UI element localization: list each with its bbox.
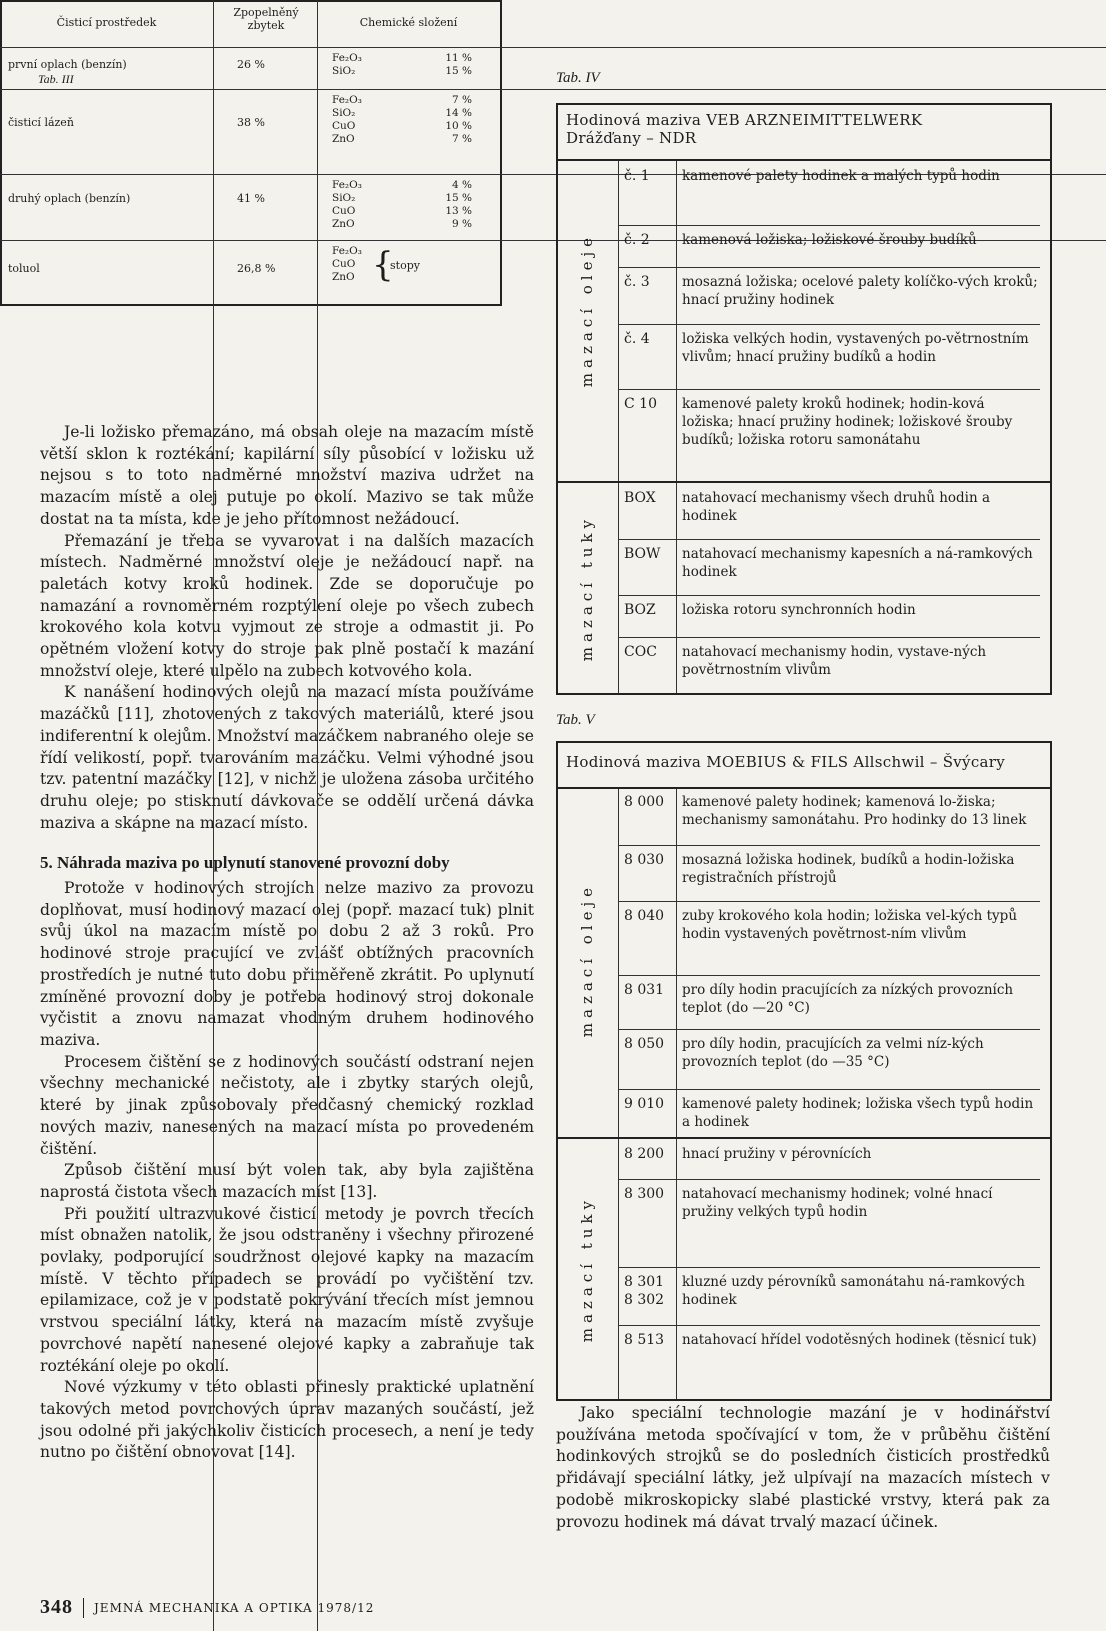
tab3-chem-line bbox=[332, 192, 472, 205]
lubricant-use: hnací pružiny v pérovnících bbox=[682, 1146, 872, 1162]
lubricant-code: COC bbox=[624, 644, 657, 660]
lubricant-code: BOZ bbox=[624, 602, 656, 618]
group-label bbox=[572, 159, 602, 461]
tab3-chem-line bbox=[332, 205, 472, 218]
tab3-chem-line bbox=[332, 179, 472, 192]
lubricant-use: mosazná ložiska hodinek, budíků a hodin-ložiska registračních přístrojů bbox=[682, 852, 1015, 886]
title-divider bbox=[558, 159, 1050, 161]
row-divider bbox=[618, 1029, 1040, 1030]
tab3-formula: Fe₂O₃ bbox=[332, 94, 362, 106]
column-divider bbox=[618, 787, 619, 1399]
paragraph: K nanášení hodinových olejů na mazací místa používáme mazáčků [11], zhotovených z takových materiálů, které jsou indiferentní k olejům. Množství mazáčkem nabraného oleje se řídí velikostí, popř. tvarováním mazáčku. Velmi výhodné jsou tzv. patentní mazáčky [12], v nichž je uložena zásoba určitého druhu oleje; po stisknutí dávkovače se oddělí určená dávka maziva a skápne na mazací místo. bbox=[40, 683, 534, 832]
lubricant-code: 8 030 bbox=[624, 852, 665, 868]
tab3-formula: Fe₂O₃ bbox=[332, 179, 362, 191]
tab3-residue: 41 % bbox=[237, 192, 265, 205]
tab3-percent: 13 % bbox=[445, 205, 472, 217]
tab3-residue: 38 % bbox=[237, 116, 265, 129]
section-heading: 5. Náhrada maziva po uplynutí stanovené provozní doby bbox=[40, 853, 450, 873]
tab4-title: Hodinová maziva VEB ARZNEIMITTELWERK Drážďany – NDR bbox=[566, 111, 923, 147]
row-divider bbox=[618, 1089, 1040, 1090]
tab3-formula: CuO bbox=[332, 205, 356, 217]
column-divider bbox=[618, 159, 619, 693]
paragraph: Při použití ultrazvukové čisticí metody je povrch třecích míst obnažen natolik, že jsou odstraněny i všechny přirozené povlaky, podporující soudržnost olejové kapky na mazacím místě. V těchto případech se provádí po vyčištění tzv. epilamizace, což je v podstatě pokrývání třecích míst jemnou vrstvou speciální látky, která na mazacím místě zvyšuje povrchové napětí nanesené olejové kapky a zabraňuje tak roztékání oleje po okolí. bbox=[40, 1204, 534, 1375]
tab3-chem-list bbox=[332, 94, 472, 146]
tab3-formula: ZnO bbox=[332, 271, 355, 283]
group-divider bbox=[558, 481, 1050, 483]
tab3-percent: 9 % bbox=[452, 218, 472, 230]
lubricant-code: BOX bbox=[624, 490, 656, 506]
lubricant-use: kamenové palety hodinek a malých typů hodin bbox=[682, 168, 1000, 184]
tab3-chem-line bbox=[332, 107, 472, 120]
lubricant-code: 8 513 bbox=[624, 1332, 665, 1348]
tab3-percent: 4 % bbox=[452, 179, 472, 191]
journal-name: JEMNÁ MECHANIKA A OPTIKA 1978/12 bbox=[94, 1600, 375, 1615]
paragraph: Je-li ložisko přemazáno, má obsah oleje na mazacím místě větší sklon k roztékání; kapilární síly působící v ložisku už nejsou s to toto nadměrné množství maziva udržet na mazacím místě a olej putuje po okolí. Mazivo se tak může dostat na ta místa, kde je jeho přítomnost nežádoucí. bbox=[40, 423, 534, 528]
tab3-percent: 10 % bbox=[445, 120, 472, 132]
row-divider bbox=[618, 595, 1040, 596]
tab3-chem-list bbox=[332, 179, 472, 231]
footer-divider bbox=[83, 1598, 84, 1618]
lubricant-code: BOW bbox=[624, 546, 661, 562]
tab3-chem-line bbox=[332, 65, 472, 78]
tab3-agent: toluol bbox=[8, 262, 40, 275]
group-label bbox=[572, 787, 602, 1133]
paragraph: Jako speciální technologie mazání je v hodinářství používána metoda spočívající v tom, že v průběhu čištění hodinkových strojků se do posledních čisticích prostředků přidávají speciální látky, jež ulpívají na mazacích místech v podobě mikroskopicky slabé plastické vrstvy, která pak za provozu hodinek má dávat trvalý mazací účinek. bbox=[556, 1404, 1050, 1531]
brace-glyph: { bbox=[372, 245, 394, 285]
group-divider bbox=[558, 1137, 1050, 1139]
lubricant-use: natahovací mechanismy všech druhů hodin a hodinek bbox=[682, 490, 991, 524]
tab3-chem-list bbox=[332, 52, 472, 78]
page-number: 348 bbox=[40, 1596, 73, 1618]
paragraph: Přemazání je třeba se vyvarovat i na dalších mazacích místech. Nadměrné množství oleje je nežádoucí např. na paletách kotvy kroků hodinek. Zde se doporučuje po namazání a rovnoměrném rozptýlení oleje po všech zubech krokového kola kotvu vyjmout ze stroje a odmastit ji. Po opětném vložení kotvy do stroje pak plně postačí k mazání množství oleje, které ulpělo na zubech kotvového kola. bbox=[40, 531, 534, 680]
lubricant-code: 8 000 bbox=[624, 794, 665, 810]
title-divider bbox=[558, 787, 1050, 789]
tab3-note: stopy bbox=[390, 259, 420, 272]
tab3-agent: čisticí lázeň bbox=[8, 116, 74, 129]
tab3-percent: 15 % bbox=[445, 192, 472, 204]
tab3-header-residue: Zpopelněný zbytek bbox=[233, 6, 299, 32]
table-5 bbox=[556, 741, 1052, 1401]
tab3-formula: ZnO bbox=[332, 218, 355, 230]
row-divider bbox=[618, 225, 1040, 226]
tab3-chem-line bbox=[332, 52, 472, 65]
tab3-formula: SiO₂ bbox=[332, 65, 356, 77]
lubricant-use: natahovací mechanismy hodinek; volné hnací pružiny velkých typů hodin bbox=[682, 1186, 993, 1220]
tab3-percent: 7 % bbox=[452, 94, 472, 106]
tab3-chem-line bbox=[332, 133, 472, 146]
lubricant-use: kluzné uzdy pérovníků samonátahu ná-ramkových hodinek bbox=[682, 1274, 1025, 1308]
paragraph: Nové výzkumy v této oblasti přinesly praktické uplatnění takových metod povrchových úprav mazaných součástí, jež jsou odolné při jakýchkoliv čisticích procesech, a není je tedy nutno po čištění obnovovat [14]. bbox=[40, 1378, 534, 1462]
table-3 bbox=[0, 0, 502, 306]
tab3-agent: první oplach (benzín) bbox=[8, 58, 127, 71]
tab3-percent: 15 % bbox=[445, 65, 472, 77]
lubricant-use: mosazná ložiska; ocelové palety kolíčko-vých kroků; hnací pružiny hodinek bbox=[682, 274, 1038, 308]
tab3-header-agent: Čisticí prostředek bbox=[56, 16, 157, 29]
group-label bbox=[572, 481, 602, 695]
lubricant-use: kamenové palety kroků hodinek; hodin-ková ložiska; hnací pružiny hodinek; ložiskové šrouby budíků; ložiska rotoru samonátahu bbox=[682, 396, 1013, 448]
tab3-formula: Fe₂O₃ bbox=[332, 52, 362, 64]
paragraph: Procesem čištění se z hodinových součástí odstraní nejen všechny mechanické nečistoty, ale i zbytky starých olejů, které by jinak způsobovaly předčasný chemický rozklad nových maziv, nanesených na mazací místa po provedeném čištění. bbox=[40, 1052, 534, 1158]
row-divider bbox=[618, 267, 1040, 268]
group-label-text: mazací tuky bbox=[578, 1195, 596, 1343]
right-column-text bbox=[556, 1403, 1050, 1533]
lubricant-code: 8 300 bbox=[624, 1186, 665, 1202]
table-4 bbox=[556, 103, 1052, 695]
lubricant-code: 8 031 bbox=[624, 982, 665, 998]
tab3-formula: CuO bbox=[332, 258, 356, 270]
lubricant-code: 8 050 bbox=[624, 1036, 665, 1052]
tab3-formula: CuO bbox=[332, 120, 356, 132]
row-divider bbox=[618, 324, 1040, 325]
group-label-text: mazací tuky bbox=[578, 514, 596, 662]
tab3-percent: 11 % bbox=[445, 52, 472, 64]
lubricant-code: č. 1 bbox=[624, 168, 650, 184]
tab3-chem-line bbox=[332, 94, 472, 107]
lubricant-code: 8 200 bbox=[624, 1146, 665, 1162]
tab3-formula: Fe₂O₃ bbox=[332, 245, 362, 257]
lubricant-code: č. 4 bbox=[624, 331, 650, 347]
row-divider bbox=[618, 539, 1040, 540]
left-column-text bbox=[40, 422, 534, 1464]
lubricant-use: kamenové palety hodinek; kamenová lo-žiska; mechanismy samonátahu. Pro hodinky do 13 linek bbox=[682, 794, 1027, 828]
lubricant-use: zuby krokového kola hodin; ložiska vel-kých typů hodin vystavených povětrnost-ním vlivům bbox=[682, 908, 1018, 942]
paragraph: Způsob čištění musí být volen tak, aby byla zajištěna naprostá čistota všech mazacích míst [13]. bbox=[40, 1161, 534, 1201]
row-divider bbox=[618, 637, 1040, 638]
tab3-label: Tab. III bbox=[38, 72, 74, 86]
row-divider bbox=[618, 1325, 1040, 1326]
tab3-residue: 26 % bbox=[237, 58, 265, 71]
tab3-chem-line bbox=[332, 120, 472, 133]
row-divider bbox=[618, 389, 1040, 390]
lubricant-use: ložiska velkých hodin, vystavených po-větrnostním vlivům; hnací pružiny budíků a hodin bbox=[682, 331, 1029, 365]
row-divider bbox=[618, 845, 1040, 846]
row-divider bbox=[618, 1267, 1040, 1268]
lubricant-use: ložiska rotoru synchronních hodin bbox=[682, 602, 916, 618]
lubricant-use: kamenové palety hodinek; ložiska všech typů hodin a hodinek bbox=[682, 1096, 1034, 1130]
lubricant-use: kamenová ložiska; ložiskové šrouby budíků bbox=[682, 232, 977, 248]
tab3-header-chem: Chemické složení bbox=[359, 16, 458, 29]
lubricant-code: č. 3 bbox=[624, 274, 650, 290]
tab3-formula: SiO₂ bbox=[332, 192, 356, 204]
lubricant-code: 8 301 8 302 bbox=[624, 1274, 665, 1308]
tab3-percent: 14 % bbox=[445, 107, 472, 119]
paragraph: Protože v hodinových strojích nelze mazivo za provozu doplňovat, musí hodinový mazací olej (popř. mazací tuk) plnit svůj úkol na mazacím místě po dobu 2 až 3 roků. Pro hodinové stroje pracující ve zvlášť obtížných pracovních prostředích je nutné tuto dobu přiměřeně zkrátit. Po uplynutí zmíněné provozní doby je potřeba hodinový stroj dokonale vyčistit a znovu namazat vhodným druhem hodinového maziva. bbox=[40, 879, 534, 1049]
lubricant-use: pro díly hodin pracujících za nízkých provozních teplot (do —20 °C) bbox=[682, 982, 1014, 1016]
group-label bbox=[572, 1137, 602, 1401]
row-divider bbox=[618, 901, 1040, 902]
page-footer bbox=[40, 1596, 374, 1619]
lubricant-use: natahovací mechanismy kapesních a ná-ramkových hodinek bbox=[682, 546, 1033, 580]
lubricant-code: C 10 bbox=[624, 396, 657, 412]
lubricant-use: pro díly hodin, pracujících za velmi níz-kých provozních teplot (do —35 °C) bbox=[682, 1036, 984, 1070]
tab3-formula: ZnO bbox=[332, 133, 355, 145]
tab5-label: Tab. V bbox=[556, 712, 595, 728]
tab3-residue: 26,8 % bbox=[237, 262, 276, 275]
group-label-text: mazací oleje bbox=[578, 232, 596, 388]
lubricant-use: natahovací hřídel vodotěsných hodinek (těsnicí tuk) bbox=[682, 1332, 1037, 1348]
row-divider bbox=[618, 1179, 1040, 1180]
tab3-percent: 7 % bbox=[452, 133, 472, 145]
row-divider bbox=[618, 975, 1040, 976]
tab3-chem-line bbox=[332, 218, 472, 231]
lubricant-code: 8 040 bbox=[624, 908, 665, 924]
tab3-agent: druhý oplach (benzín) bbox=[8, 192, 131, 205]
lubricant-use: natahovací mechanismy hodin, vystave-ných povětrnostním vlivům bbox=[682, 644, 987, 678]
tab4-label: Tab. IV bbox=[556, 70, 600, 86]
group-label-text: mazací oleje bbox=[578, 882, 596, 1038]
lubricant-code: č. 2 bbox=[624, 232, 650, 248]
lubricant-code: 9 010 bbox=[624, 1096, 665, 1112]
tab3-formula: SiO₂ bbox=[332, 107, 356, 119]
tab5-title: Hodinová maziva MOEBIUS & FILS Allschwil – Švýcary bbox=[566, 753, 1006, 771]
